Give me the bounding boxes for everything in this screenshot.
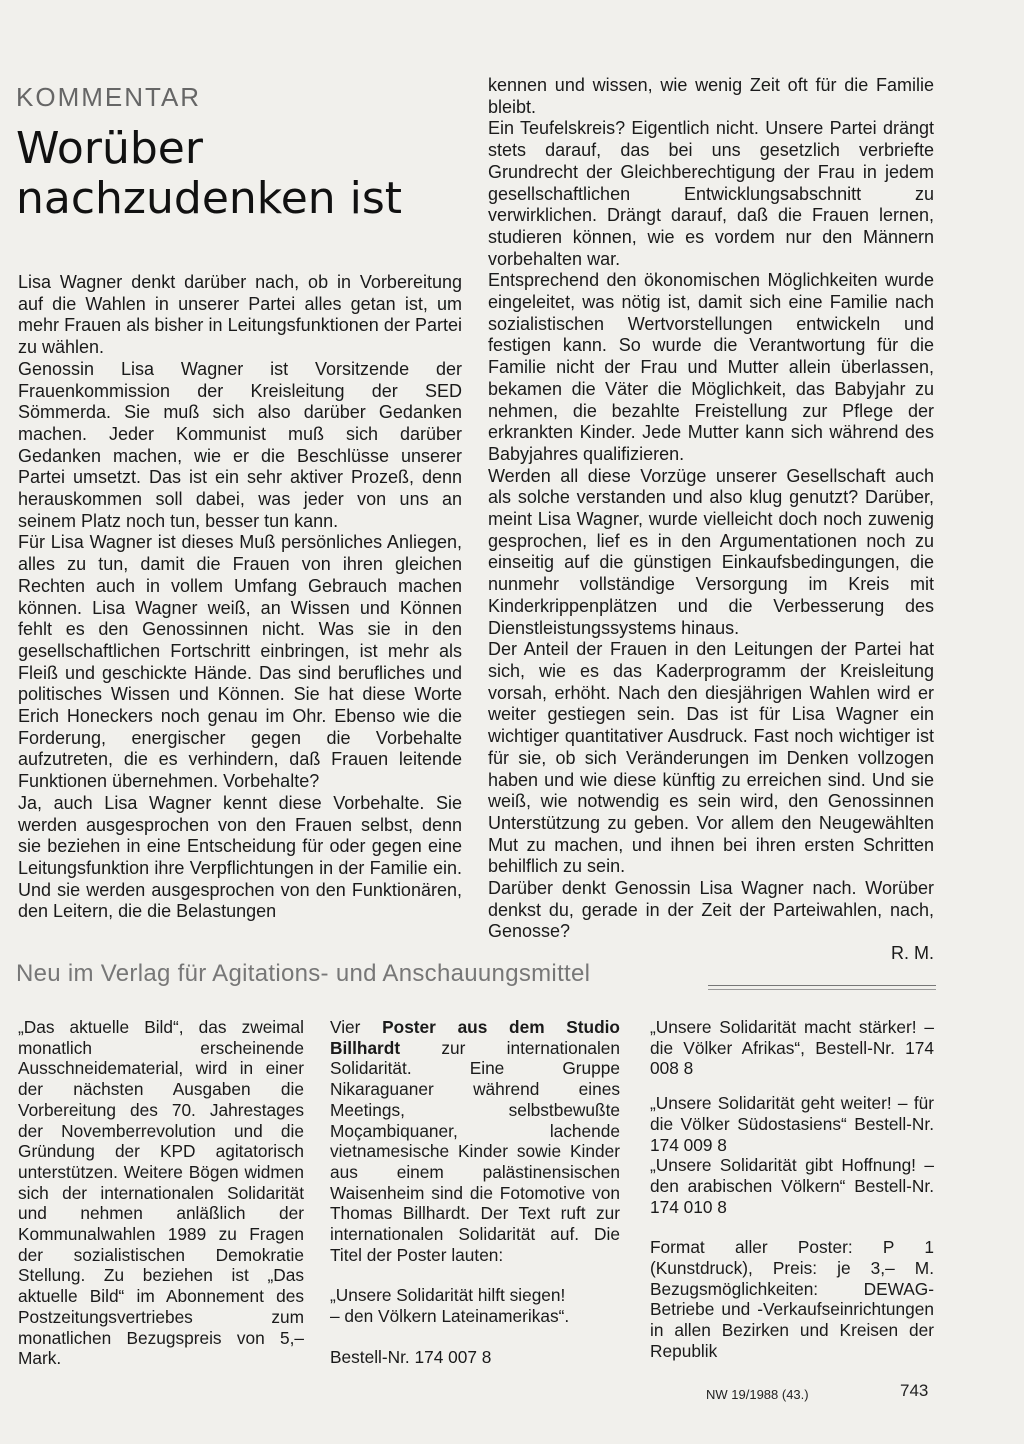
bottom-column-3: [650, 1017, 934, 1362]
body-text: zur internationalen Solidarität. Eine Gruppe Nikaraguaner während eines Meetings, selbstbewußte Moçambiquaner, lachende vietnamesische Kinder sowie Kinder aus einem palästinensischen Waisenheim sind die Fotomotive von Thomas Billhardt. Der Text ruft zur internationalen Solidarität auf. Die Titel der Poster lauten:: [330, 1037, 620, 1265]
paragraph: [330, 1017, 620, 1265]
poster-series-title: Poster aus dem Studio Billhardt: [330, 1017, 620, 1058]
paragraph: Lisa Wagner denkt darüber nach, ob in Vorbereitung auf die Wahlen in unserer Partei alles getan ist, um mehr Frauen als bisher in Leitungsfunktionen der Partei zu wählen.: [18, 272, 462, 358]
paragraph: Darüber denkt Genossin Lisa Wagner nach. Worüber denkst du, gerade in der Zeit der Parteiwahlen, nach, Genosse?: [488, 878, 934, 942]
paragraph: Ein Teufelskreis? Eigentlich nicht. Unsere Partei drängt stets darauf, das bei uns gesetzlich verbriefte Grundrecht der Gleichberechtigung der Frau in jedem gesellschaftlichen Entwicklungsabschnitt zu verwirklichen. Drängt darauf, daß die Frauen lernen, studieren können, wie es vordem nur den Männern vorbehalten war.: [488, 118, 934, 269]
page-number: 743: [900, 1381, 929, 1400]
section-rule: [708, 985, 936, 990]
issue-label: NW 19/1988 (43.): [706, 1387, 809, 1402]
headline-line-2: nachzudenken ist: [16, 173, 403, 224]
paragraph: Für Lisa Wagner ist dieses Muß persönliches Anliegen, alles zu tun, damit die Frauen von ihren gleichen Rechten auch in vollem Umfang Gebrauch machen können. Lisa Wagner weiß, an Wissen und Können fehlt es den Genossinnen nicht. Was sie in den gesellschaftlichen Fortschritt einbringen, ist mehr als Fleiß und geschickte Hände. Das sind berufliches und politisches Wissen und Können. Sie hat diese Worte Erich Honeckers noch genau im Ohr. Ebenso wie die Forderung, energischer gegen die Vorbehalte aufzutreten, die es verhindern, daß Frauen leitende Funktionen übernehmen. Vorbehalte?: [18, 532, 462, 792]
poster-title-line: – den Völkern Lateinamerikas“.: [330, 1306, 570, 1327]
headline-line-1: Worüber: [16, 123, 203, 174]
paragraph: kennen und wissen, wie wenig Zeit oft für die Familie bleibt.: [488, 75, 934, 117]
kicker: KOMMENTAR: [16, 82, 202, 112]
intro-text: Vier: [330, 1017, 383, 1037]
paragraph: „Das aktuelle Bild“, das zweimal monatlich erscheinende Ausschneidematerial, wird in einer der nächsten Ausgaben die Vorbereitung des 70. Jahrestages der Novemberrevolution und die Gründung der KPD agitatorisch unterstützen. Weitere Bögen widmen sich der internationalen Solidarität und nehmen anläßlich der Kommunalwahlen 1989 zu Fragen der sozialistischen Demokratie Stellung. Zu beziehen ist „Das aktuelle Bild“ im Abonnement des Postzeitungsvertriebes zum monatlichen Bezugspreis von 5,– Mark.: [18, 1017, 304, 1369]
section-title: Neu im Verlag für Agitations- und Anschauungsmittel: [16, 960, 591, 987]
paragraph: Ja, auch Lisa Wagner kennt diese Vorbehalte. Sie werden ausgesprochen von den Frauen selbst, denn sie beziehen in eine Entscheidung für oder gegen eine Leitungsfunktion ihre Verpflichtungen in der Familie ein. Und sie werden ausgesprochen von den Funktionären, den Leitern, die die Belastungen: [18, 792, 462, 922]
format-info: Format aller Poster: P 1 (Kunstdruck), Preis: je 3,– M. Bezugsmöglichkeiten: DEWAG-Betriebe und -Verkaufseinrichtungen in allen Bezirken und Kreisen der Republik: [650, 1237, 934, 1361]
bottom-column-1: [18, 1017, 304, 1369]
headline: [16, 124, 456, 224]
poster-entry-2: „Unsere Solidarität macht stärker! – die Völker Afrikas“, Bestell-Nr. 174 008 8: [650, 1017, 934, 1079]
paragraph: Werden all diese Vorzüge unserer Gesellschaft auch als solche verstanden und also klug genutzt? Darüber, meint Lisa Wagner, wurde vielleicht doch noch zuwenig gesprochen, lief es in den Argumentationen noch zu einseitig auf die günstigen Einkaufsbedingungen, die nunmehr vollständige Versorgung im Kreis mit Kinderkrippenplätzen und die Verbesserung des Dienstleistungssystems hinaus.: [488, 465, 934, 638]
article-left-column: [18, 272, 462, 923]
paragraph: Entsprechend den ökonomischen Möglichkeiten wurde eingeleitet, was nötig ist, damit sich eine Familie nach sozialistischen Wertvorstellungen entwickeln und festigen kann. So wurde die Verantwortung für die Familie nicht der Frau und Mutter allein überlassen, bekamen die Väter die Möglichkeit, das Babyjahr zu nehmen, die bezahlte Freistellung zur Pflege der erkrankten Kinder. Jede Mutter kann sich während des Babyjahres qualifizieren.: [488, 270, 934, 464]
paragraph: Genossin Lisa Wagner ist Vorsitzende der Frauenkommission der Kreisleitung der SED Sömmerda. Sie muß sich also darüber Gedanken machen. Jeder Kommunist muß sich darüber Gedanken machen, wie er die Beschlüsse unserer Partei umsetzt. Das ist ein sehr aktiver Prozeß, denn herauskommen soll dabei, was jeder von uns an seinem Platz noch tun, besser tun kann.: [18, 358, 462, 531]
poster-title-1: [330, 1285, 620, 1326]
article-right-column: [488, 75, 934, 965]
bottom-column-2: [330, 1017, 620, 1368]
poster-entry-4: „Unsere Solidarität gibt Hoffnung! – den arabischen Völkern“ Bestell-Nr. 174 010 8: [650, 1155, 934, 1217]
order-number: Bestell-Nr. 174 007 8: [330, 1346, 492, 1367]
signature: R. M.: [891, 943, 934, 964]
paragraph: Der Anteil der Frauen in den Leitungen der Partei hat sich, wie es das Kaderprogramm der Kreisleitung vorsah, erhöht. Nach den diesjährigen Wahlen wird er weiter gestiegen sein. Das ist für Lisa Wagner ein wichtiger quantitativer Ausdruck. Fast noch wichtiger ist für sie, ob sich Veränderungen im Denken vollzogen haben und wie diese künftig zu erreichen sind. Und sie weiß, wie notwendig es sein wird, den Genossinnen Unterstützung zu geben. Vor allem den Neugewählten Mut zu machen, und ihnen bei ihren ersten Schritten behilflich zu sein.: [488, 639, 934, 877]
poster-entry-3: „Unsere Solidarität geht weiter! – für die Völker Südostasiens“ Bestell-Nr. 174 009 8: [650, 1093, 934, 1155]
poster-title-line: „Unsere Solidarität hilft siegen!: [330, 1285, 566, 1306]
